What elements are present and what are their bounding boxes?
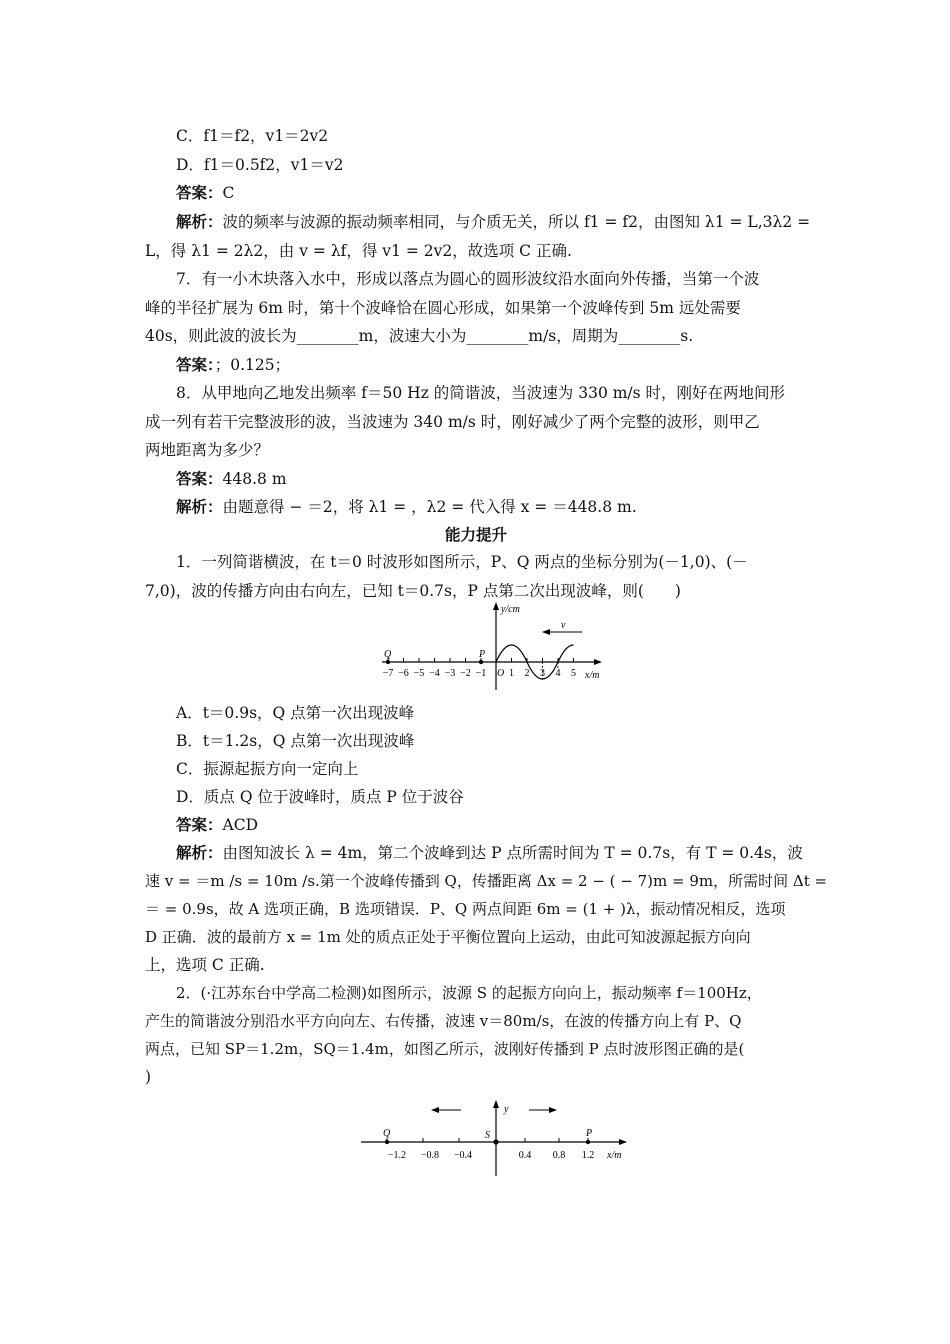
solution-text: 波的频率与波源的振动频率相同，与介质无关，所以 f1 = f2，由图知 λ1 = L,3λ2 = — [222, 213, 811, 231]
P-label-2: P — [586, 1128, 593, 1139]
wave-figure-2 — [355, 1098, 635, 1180]
problem-2-line4: ) — [145, 1068, 152, 1086]
section-title: 能力提升 — [444, 525, 507, 544]
option-c-prev: C．f1＝f2，v1＝2v2 — [176, 127, 329, 145]
tick-1: −7 — [382, 668, 394, 679]
xlabel-1: x/m — [585, 670, 600, 681]
solution-6-line2: L，得 λ1 = 2λ2，由 v = λf，得 v1 = 2v2，故选项 C 正确. — [145, 242, 572, 260]
wave-figure-1 — [370, 600, 610, 695]
solution-text: 由题意得 − ＝2，将 λ1 = ，λ2 = 代入得 x = ＝448.8 m. — [222, 498, 637, 516]
problem-2-line1: 2．(·江苏东台中学高二检测)如图所示，波源 S 的起振方向向上，振动频率 f＝100Hz， — [176, 984, 762, 1002]
tick-2: 1.2 — [581, 1150, 595, 1161]
tick-2: 0.8 — [552, 1150, 566, 1161]
tick-1: −3 — [444, 668, 456, 679]
ylabel-2: y — [504, 1104, 509, 1115]
answer-value: ACD — [222, 816, 258, 834]
option-a: A．t＝0.9s，Q 点第一次出现波峰 — [176, 704, 415, 722]
solution-p1-line4: D 正确．波的最前方 x = 1m 处的质点正处于平衡位置向上运动，由此可知波源起振方向向 — [145, 928, 751, 946]
tick-1: 2 — [524, 668, 530, 679]
question-8-line2: 成一列有若干完整波形的波，当波速为 340 m/s 时，刚好减少了两个完整的波形，则甲乙 — [145, 413, 760, 431]
v-label-1: v — [561, 620, 566, 631]
Q-label-2: Q — [383, 1128, 391, 1139]
Q-label-1: Q — [384, 649, 392, 660]
tick-2: −0.8 — [420, 1150, 440, 1161]
problem-1-line2: 7,0)，波的传播方向由右向左，已知 t＝0.7s，P 点第二次出现波峰，则( ) — [145, 582, 681, 600]
tick-1: −4 — [429, 668, 440, 679]
tick-1: 1 — [509, 668, 514, 679]
tick-1: −2 — [460, 668, 471, 679]
solution-p1-line5: 上，选项 C 正确. — [145, 956, 265, 974]
S-label-2: S — [485, 1130, 490, 1141]
tick-1: −5 — [413, 668, 425, 679]
answer-value: ；0.125； — [214, 356, 291, 374]
answer-label: 答案： — [176, 815, 223, 834]
solution-8 — [176, 494, 838, 520]
answer-7 — [176, 352, 838, 378]
solution-6-line1 — [176, 209, 811, 235]
solution-label: 解析： — [176, 497, 223, 516]
tick-2: −1.2 — [387, 1150, 407, 1161]
tick-1: 5 — [571, 668, 576, 679]
answer-8 — [176, 466, 838, 492]
problem-2-line3: 两点，已知 SP＝1.2m，SQ＝1.4m，如图乙所示，波刚好传播到 P 点时波形图正确的是( — [145, 1040, 745, 1058]
answer-6 — [176, 180, 838, 206]
answer-label: 答案： — [176, 183, 223, 202]
question-8-line1: 8．从甲地向乙地发出频率 f＝50 Hz 的简谐波，当波速为 330 m/s 时，刚好在两地间形 — [176, 384, 786, 402]
solution-label: 解析： — [176, 843, 223, 862]
xlabel-2: x/m — [607, 1150, 622, 1161]
answer-label: 答案： — [176, 355, 215, 374]
solution-text: 由图知波长 λ = 4m，第二个波峰到达 P 点所需时间为 T = 0.7s，有 T = 0.4s，波 — [222, 844, 803, 862]
answer-value: C — [222, 184, 235, 202]
solution-label: 解析： — [176, 212, 223, 231]
option-b: B．t＝1.2s，Q 点第一次出现波峰 — [176, 732, 415, 750]
solution-p1-line2: 速 v = ＝m /s = 10m /s.第一个波峰传播到 Q，传播距离 Δx = 2 − ( − 7)m = 9m，所需时间 Δt = — [145, 872, 828, 890]
option-c: C．振源起振方向一定向上 — [176, 760, 359, 778]
question-7-line2: 峰的半径扩展为 6m 时，第十个波峰恰在圆心形成，如果第一个波峰传到 5m 远处需要 — [145, 299, 741, 317]
option-d: D．质点 Q 位于波峰时，质点 P 位于波谷 — [176, 788, 464, 806]
question-7-line3: 40s，则此波的波长为________m，波速大小为________m/s，周期为________s. — [145, 327, 694, 345]
question-7-line1: 7．有一小木块落入水中，形成以落点为圆心的圆形波纹沿水面向外传播，当第一个波 — [176, 270, 760, 288]
problem-1-line1: 1．一列简谐横波，在 t＝0 时波形如图所示，P、Q 两点的坐标分别为(－1,0)、(－ — [176, 553, 748, 571]
answer-value: 448.8 m — [222, 470, 287, 488]
question-8-line3: 两地距离为多少？ — [145, 441, 270, 459]
problem-2-line2: 产生的简谐波分别沿水平方向向左、右传播，波速 v＝80m/s，在波的传播方向上有 P、Q — [145, 1012, 742, 1030]
O-label-1: O — [497, 668, 505, 679]
tick-2: −0.4 — [453, 1150, 473, 1161]
answer-label: 答案： — [176, 469, 223, 488]
tick-1: 4 — [555, 668, 561, 679]
solution-p1-line3: ＝ = 0.9s，故 A 选项正确，B 选项错误．P、Q 两点间距 6m = (1 + )λ，振动情况相反，选项 — [145, 900, 786, 918]
ylabel-1: y/cm — [501, 604, 520, 615]
tick-1: −1 — [475, 668, 487, 679]
tick-1: −6 — [398, 668, 409, 679]
P-label-1: P — [479, 649, 486, 660]
tick-1: 3 — [540, 668, 545, 679]
answer-p1 — [176, 812, 838, 838]
tick-2: 0.4 — [518, 1150, 532, 1161]
option-d-prev: D．f1＝0.5f2，v1＝v2 — [176, 156, 344, 174]
solution-p1-line1 — [176, 840, 838, 866]
